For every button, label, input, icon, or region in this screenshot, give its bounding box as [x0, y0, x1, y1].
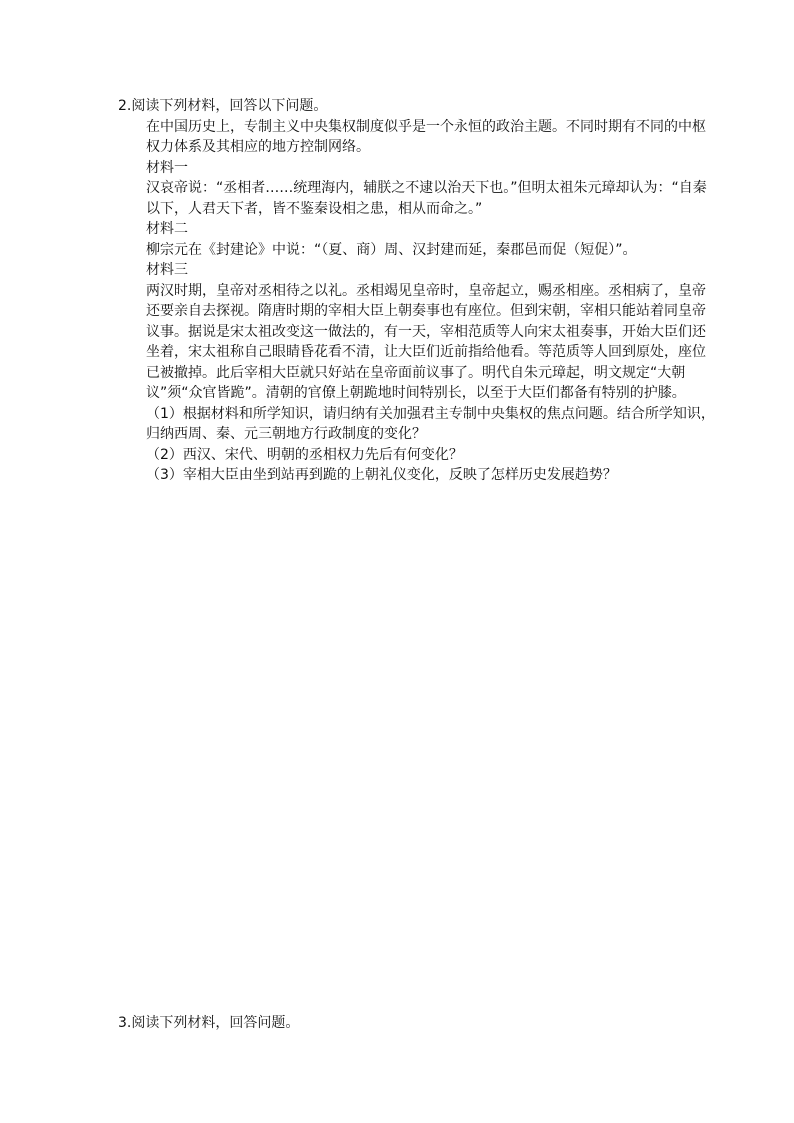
material-2-label: 材料二 [146, 221, 188, 237]
question-2-title: 2.阅读下列材料，回答以下问题。 [118, 98, 328, 114]
question-2 [118, 96, 718, 486]
question-3-title: 3.阅读下列材料，回答问题。 [118, 1015, 300, 1031]
sub-question-3: （3）宰相大臣由坐到站再到跪的上朝礼仪变化，反映了怎样历史发展趋势？ [146, 467, 617, 483]
material-2-text: 柳宗元在《封建论》中说：“（夏、商）周、汉封建而延，秦郡邑而促（短促）”。 [146, 241, 637, 258]
material-1-label: 材料一 [146, 159, 188, 176]
sub-question-2: （2）西汉、宋代、明朝的丞相权力先后有何变化？ [146, 446, 463, 463]
material-3-text: 两汉时期，皇帝对丞相待之以礼。丞相竭见皇帝时，皇帝起立，赐丞相座。丞相病了，皇帝还要亲自去探视。隋唐时期的宰相大臣上朝奏事也有座位。但到宋朝，宰相只能站着同皇帝议事。据说是宋太祖改变这一做法的，有一天，宰相范质等人向宋太祖奏事，开始大臣们还坐着，宋太祖称自己眼睛昏花看不清，让大臣们近前指给他看。等范质等人回到原处，座位已被撤掉。此后宰相大臣就只好站在皇帝面前议事了。明代自朱元璋起，明文规定“大朝议”须“众官皆跪”。清朝的官僚上朝跪地时间特别长，以至于大臣们都备有特别的护膝。 [146, 282, 706, 401]
intro-paragraph: 在中国历史上，专制主义中央集权制度似乎是一个永恒的政治主题。不同时期有不同的中枢权力体系及其相应的地方控制网络。 [146, 118, 706, 155]
question-3 [118, 1013, 299, 1034]
sub-question-1: （1）根据材料和所学知识，请归纳有关加强君主专制中央集权的焦点问题。结合所学知识，归纳西周、秦、元三朝地方行政制度的变化？ [146, 405, 715, 442]
material-1-text: 汉哀帝说：“丞相者……统理海内，辅朕之不逮以治天下也。”但明太祖朱元璋却认为：“自秦以下，人君天下者，皆不鉴秦设相之患，相从而命之。” [146, 180, 707, 217]
material-3-label: 材料三 [146, 262, 188, 278]
question-2-body [118, 117, 718, 486]
